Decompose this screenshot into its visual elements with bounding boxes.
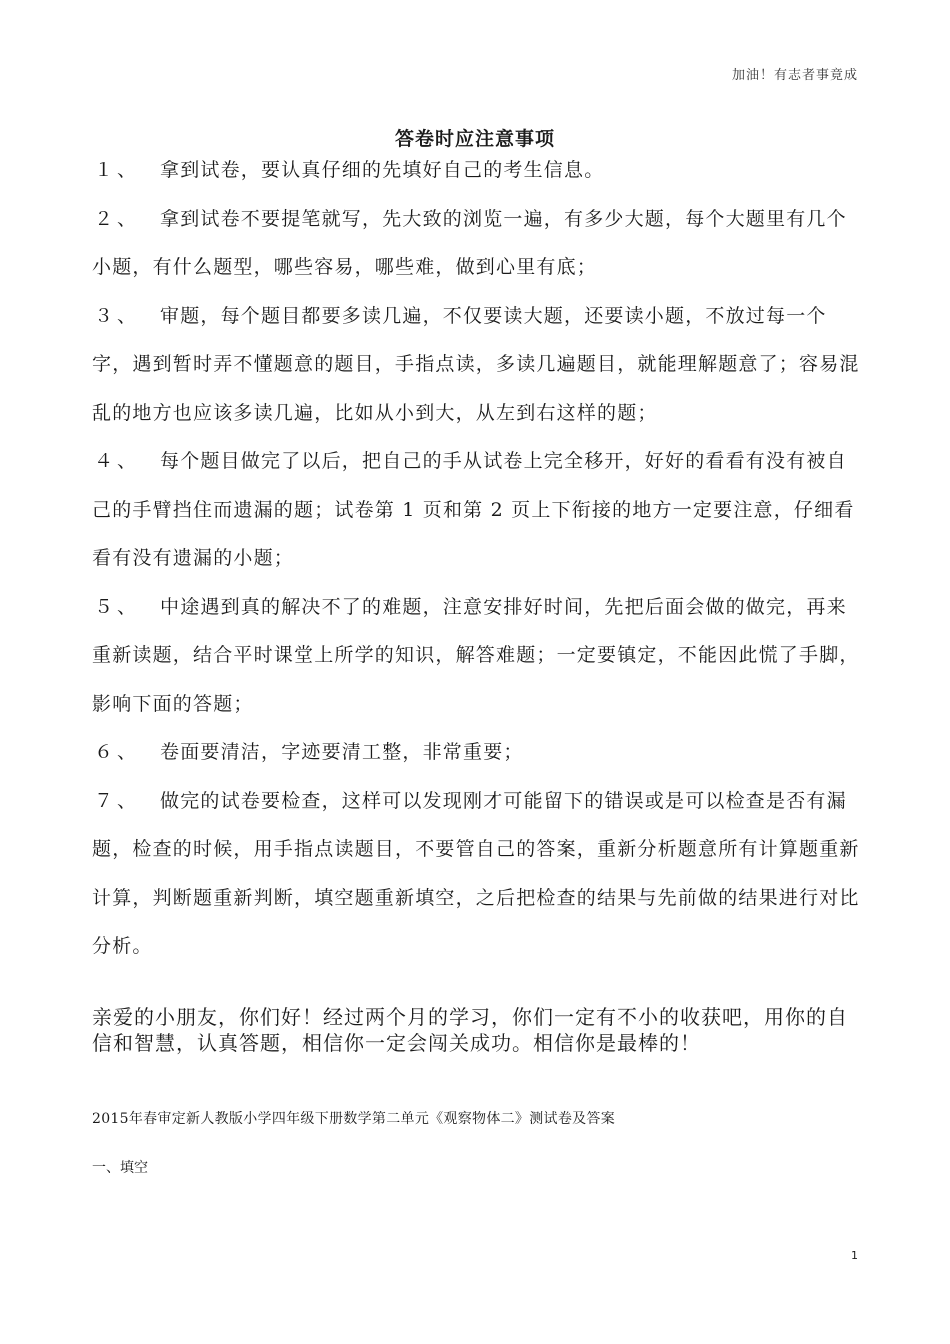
item-text: 审题，每个题目都要多读几遍，不仅要读大题，还要读小题，不放过每一个字，遇到暂时弄不懂题意的题目，手指点读，多读几遍题目，就能理解题意了；容易混乱的地方也应该多读几遍，比如从小到大，从左到右这样的题；	[92, 304, 860, 424]
list-item	[92, 437, 864, 583]
item-number: ３、	[94, 304, 141, 327]
list-item	[92, 146, 864, 195]
item-text: 每个题目做完了以后，把自己的手从试卷上完全移开，好好的看看有没有被自己的手臂挡住而遗漏的题；试卷第 1 页和第 2 页上下衔接的地方一定要注意，仔细看看有没有遗漏的小题；	[92, 450, 855, 569]
item-text: 拿到试卷，要认真仔细的先填好自己的考生信息。	[160, 159, 605, 181]
notice-list	[92, 146, 864, 971]
list-item	[92, 195, 864, 292]
document-title: 答卷时应注意事项	[394, 128, 555, 150]
list-item	[92, 728, 864, 777]
list-item	[92, 292, 864, 438]
item-number: １、	[94, 159, 141, 181]
encouragement-paragraph: 亲爱的小朋友，你们好！经过两个月的学习，你们一定有不小的收获吧，用你的自信和智慧，认真答题，相信你一定会闯关成功。相信你是最棒的！	[92, 1005, 848, 1055]
item-text: 卷面要清洁，字迹要清工整，非常重要；	[160, 741, 524, 763]
section-heading: 一、填空	[92, 1160, 148, 1176]
item-number: ６、	[94, 741, 141, 763]
item-text: 做完的试卷要检查，这样可以发现刚才可能留下的错误或是可以检查是否有漏题，检查的时候，用手指点读题目，不要管自己的答案，重新分析题意所有计算题重新计算，判断题重新判断，填空题重新填空，之后把检查的结果与先前做的结果进行对比分析。	[92, 789, 860, 957]
page-number: 1	[851, 1249, 858, 1262]
item-number: ２、	[94, 207, 141, 230]
list-item	[92, 777, 864, 971]
item-text: 拿到试卷不要提笔就写，先大致的浏览一遍，有多少大题，每个大题里有几个小题，有什么题型，哪些容易，哪些难，做到心里有底；	[92, 207, 847, 278]
list-item	[92, 583, 864, 729]
item-number: ７、	[94, 789, 141, 812]
item-number: ４、	[94, 450, 141, 472]
exam-title: 2015年春审定新人教版小学四年级下册数学第二单元《观察物体二》测试卷及答案	[92, 1111, 616, 1127]
item-text: 中途遇到真的解决不了的难题，注意安排好时间，先把后面会做的做完，再来重新读题，结合平时课堂上所学的知识，解答难题；一定要镇定，不能因此慌了手脚，影响下面的答题；	[92, 595, 860, 715]
header-motto: 加油！有志者事竟成	[731, 68, 858, 83]
item-number: ５、	[94, 595, 141, 618]
